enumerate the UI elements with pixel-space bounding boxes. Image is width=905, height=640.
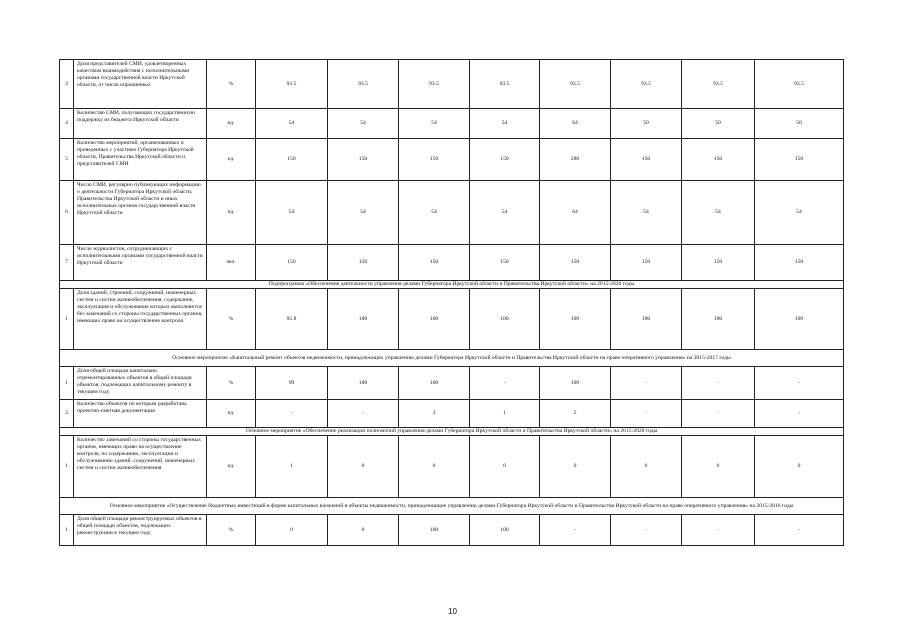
value-cell: 150 — [540, 245, 611, 281]
indicator-name-cell: Количество объектов по которым разработана проектно-сметная документация — [74, 400, 207, 428]
value-cell: 54 — [328, 109, 399, 139]
unit-cell: ед. — [207, 109, 256, 139]
value-cell: 3 — [399, 400, 470, 428]
value-cell: 150 — [256, 139, 328, 181]
value-cell: 100 — [328, 367, 399, 400]
unit-cell: ед. — [207, 139, 256, 181]
table-row — [60, 139, 844, 181]
value-cell: 100 — [540, 289, 611, 350]
value-cell: 100 — [611, 289, 682, 350]
table-row — [60, 367, 844, 400]
value-cell: - — [611, 367, 682, 400]
value-cell: 100 — [328, 289, 399, 350]
value-cell: 150 — [399, 139, 470, 181]
unit-cell: ед. — [207, 436, 256, 498]
section-header-row — [60, 281, 844, 289]
row-number-cell: 1 — [60, 367, 74, 400]
value-cell: 5 — [540, 400, 611, 428]
value-cell: 99 — [256, 367, 328, 400]
value-cell: 64 — [540, 109, 611, 139]
value-cell: 150 — [755, 245, 844, 281]
value-cell: 93.5 — [470, 60, 540, 109]
value-cell: 100 — [470, 515, 540, 546]
value-cell: 93.5 — [611, 60, 682, 109]
value-cell: - — [682, 367, 755, 400]
section-header-row — [60, 498, 844, 515]
value-cell: 54 — [755, 181, 844, 245]
unit-cell: % — [207, 60, 256, 109]
row-number-cell: 3 — [60, 60, 74, 109]
section-title: Основное мероприятие «Капитальный ремонт объектов недвижимости, принадлежащих управлению делами Губернатора Иркутской области и Правительства Иркутской области на праве оперативного управления» на 2015-2017 годы — [60, 350, 844, 367]
section-title: Основное мероприятие «Осуществление бюджетных инвестиций в форме капитальных вложений в объекты недвижимости, принадлежащие управлению делами Губернатора Иркутской области и Правительства Иркутской области на праве оперативного управления» на 2015-2016 годы — [60, 498, 844, 515]
value-cell: 54 — [256, 109, 328, 139]
page-number: 10 — [448, 607, 457, 616]
indicator-name-cell: Доля представителей СМИ, удовлетворенных качеством взаимодействия с исполнительными органами государственной власти Иркутской области, от числа опрошенных — [74, 60, 207, 109]
row-number-cell: 1 — [60, 436, 74, 498]
value-cell: 93.5 — [328, 60, 399, 109]
value-cell: 100 — [682, 289, 755, 350]
indicator-name-cell: Число СМИ, регулярно публикующих информацию о деятельности Губернатора Иркутской области, Правительства Иркутской области и иных исполнительных органов государственной власти Иркутской области — [74, 181, 207, 245]
value-cell: 0 — [470, 436, 540, 498]
indicator-name-cell: Доля общей площади капитально отремонтированных объектов в общей площади объектов, подлежащих капитальному ремонту в текущем году — [74, 367, 207, 400]
unit-cell: % — [207, 515, 256, 546]
value-cell: 93.5 — [682, 60, 755, 109]
value-cell: 54 — [611, 181, 682, 245]
table-row — [60, 109, 844, 139]
value-cell: 0 — [256, 515, 328, 546]
table-row — [60, 515, 844, 546]
section-header-row — [60, 428, 844, 436]
value-cell: 100 — [399, 289, 470, 350]
value-cell: - — [682, 400, 755, 428]
value-cell: 64 — [540, 181, 611, 245]
row-number-cell: 6 — [60, 181, 74, 245]
value-cell: 54 — [399, 181, 470, 245]
row-number-cell: 7 — [60, 245, 74, 281]
indicator-name-cell: Количество мероприятий, организованных и проведенных с участием Губернатора Иркутской области, Правительства Иркутской области и представителей СМИ — [74, 139, 207, 181]
value-cell: 150 — [256, 245, 328, 281]
indicator-name-cell: Количество СМИ, получающих государственную поддержку из бюджета Иркутской области — [74, 109, 207, 139]
value-cell: 54 — [328, 181, 399, 245]
value-cell: 93.5 — [755, 60, 844, 109]
row-number-cell: 1 — [60, 289, 74, 350]
value-cell: 95.8 — [256, 289, 328, 350]
value-cell: - — [755, 515, 844, 546]
value-cell: 0 — [328, 515, 399, 546]
row-number-cell: 2 — [60, 400, 74, 428]
value-cell: 0 — [328, 436, 399, 498]
value-cell: 0 — [540, 436, 611, 498]
value-cell: 100 — [399, 515, 470, 546]
value-cell: - — [755, 400, 844, 428]
value-cell: 93.5 — [256, 60, 328, 109]
value-cell: 93.5 — [540, 60, 611, 109]
unit-cell: % — [207, 289, 256, 350]
value-cell: 100 — [540, 367, 611, 400]
indicator-name-cell: Число журналистов, сотрудничающих с исполнительными органами государственной власти Иркутской области — [74, 245, 207, 281]
value-cell: 0 — [755, 436, 844, 498]
unit-cell: чел. — [207, 245, 256, 281]
value-cell: 50 — [755, 109, 844, 139]
value-cell: 54 — [682, 181, 755, 245]
value-cell: - — [755, 367, 844, 400]
value-cell: 150 — [611, 245, 682, 281]
value-cell: 150 — [682, 139, 755, 181]
value-cell: 280 — [540, 139, 611, 181]
value-cell: 50 — [611, 109, 682, 139]
table-row — [60, 60, 844, 109]
row-number-cell: 4 — [60, 109, 74, 139]
value-cell: 54 — [399, 109, 470, 139]
value-cell: 54 — [470, 181, 540, 245]
value-cell: - — [611, 515, 682, 546]
value-cell: - — [611, 400, 682, 428]
value-cell: 150 — [470, 245, 540, 281]
unit-cell: ед. — [207, 400, 256, 428]
indicator-name-cell: Доля зданий, строений, сооружений, инженерных систем и систем жизнеобеспечения, содержание, эксплуатация и обслуживание которых выполняется без замечаний со стороны государственных органов, имеющих право на осуществление контроля — [74, 289, 207, 350]
value-cell: 50 — [682, 109, 755, 139]
value-cell: 150 — [328, 139, 399, 181]
value-cell: - — [328, 400, 399, 428]
value-cell: - — [682, 515, 755, 546]
value-cell: 100 — [399, 367, 470, 400]
table-row — [60, 181, 844, 245]
row-number-cell: 1 — [60, 515, 74, 546]
value-cell: 150 — [755, 139, 844, 181]
value-cell: 150 — [682, 245, 755, 281]
value-cell: 100 — [470, 289, 540, 350]
unit-cell: ед. — [207, 181, 256, 245]
value-cell: - — [540, 515, 611, 546]
indicator-name-cell: Количество замечаний со стороны государственных органов, имеющих право на осуществление контроля, по содержанию, эксплуатации и обслуживанию зданий, сооружений, инженерных систем и систем жизнеобеспечения — [74, 436, 207, 498]
value-cell: 93.5 — [399, 60, 470, 109]
indicators-table — [59, 59, 844, 546]
value-cell: - — [470, 367, 540, 400]
section-title: Основное мероприятие «Обеспечение реализации полномочий управления делами Губернатора Иркутской области и Правительства Иркутской области» на 2015-2020 годы — [60, 428, 844, 436]
value-cell: 100 — [755, 289, 844, 350]
value-cell: 54 — [470, 109, 540, 139]
value-cell: 0 — [611, 436, 682, 498]
value-cell: 1 — [256, 436, 328, 498]
table-row — [60, 245, 844, 281]
value-cell: 150 — [328, 245, 399, 281]
indicator-name-cell: Доля общей площади реконструируемых объектов в общей площади объектов, подлежащих реконструкции в текущем году — [74, 515, 207, 546]
value-cell: 150 — [399, 245, 470, 281]
unit-cell: % — [207, 367, 256, 400]
value-cell: 0 — [682, 436, 755, 498]
value-cell: 0 — [399, 436, 470, 498]
value-cell: 1 — [470, 400, 540, 428]
section-header-row — [60, 350, 844, 367]
value-cell: 150 — [611, 139, 682, 181]
value-cell: 150 — [470, 139, 540, 181]
table-row — [60, 289, 844, 350]
row-number-cell: 5 — [60, 139, 74, 181]
value-cell: 54 — [256, 181, 328, 245]
value-cell: - — [256, 400, 328, 428]
table-row — [60, 436, 844, 498]
table-row — [60, 400, 844, 428]
section-title: Подпрограмма «Обеспечение деятельности управления делами Губернатора Иркутской области и Правительства Иркутской области» на 2015-2020 годы — [60, 281, 844, 289]
